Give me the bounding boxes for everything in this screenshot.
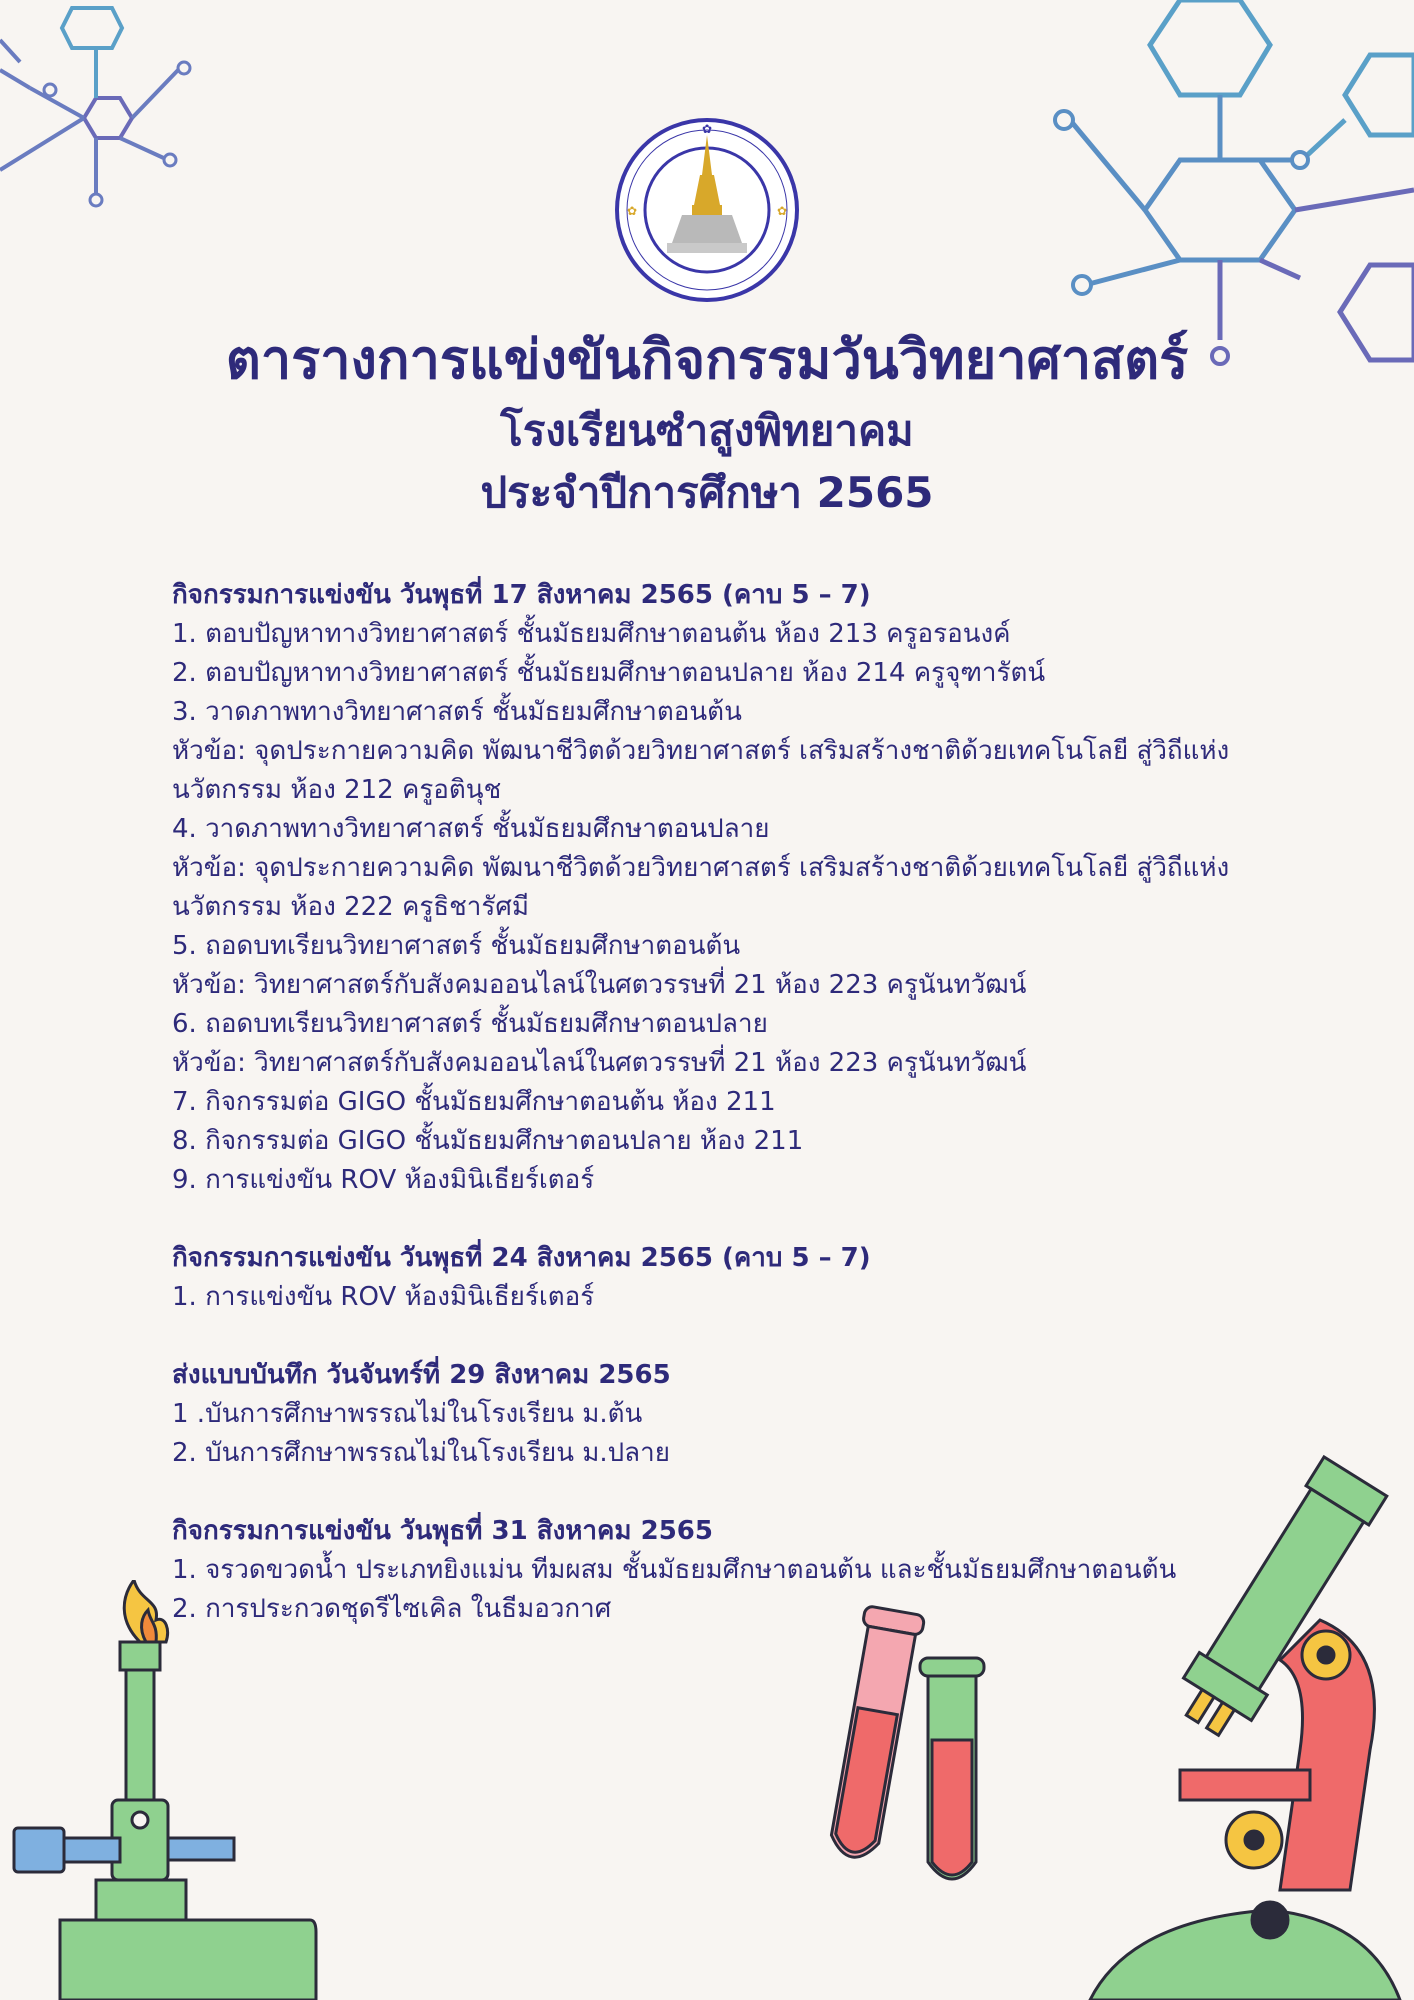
list-item: หัวข้อ: วิทยาศาสตร์กับสังคมออนไลน์ในศตวรรษที่ 21 ห้อง 223 ครูนันทวัฒน์ xyxy=(172,1048,1027,1078)
svg-text:✿: ✿ xyxy=(626,204,638,218)
list-item: 5. ถอดบทเรียนวิทยาศาสตร์ ชั้นมัธยมศึกษาตอนต้น xyxy=(172,931,741,961)
list-item: 2. ตอบปัญหาทางวิทยาศาสตร์ ชั้นมัธยมศึกษาตอนปลาย ห้อง 214 ครูจุฑารัตน์ xyxy=(172,658,1046,688)
microscope-icon xyxy=(1070,1450,1414,2000)
list-item: 3. วาดภาพทางวิทยาศาสตร์ ชั้นมัธยมศึกษาตอนต้น xyxy=(172,697,742,727)
list-item: 1. ตอบปัญหาทางวิทยาศาสตร์ ชั้นมัธยมศึกษาตอนต้น ห้อง 213 ครูอรอนงค์ xyxy=(172,619,1011,649)
list-item: หัวข้อ: จุดประกายความคิด พัฒนาชีวิตด้วยวิทยาศาสตร์ เสริมสร้างชาติด้วยเทคโนโลยี สู่วิถีแห่งนวัตกรรม ห้อง 222 ครูธิชารัศมี xyxy=(172,853,1230,922)
list-item: หัวข้อ: จุดประกายความคิด พัฒนาชีวิตด้วยวิทยาศาสตร์ เสริมสร้างชาติด้วยเทคโนโลยี สู่วิถีแห่งนวัตกรรม ห้อง 212 ครูอตินุช xyxy=(172,736,1230,805)
title-block xyxy=(0,320,1414,524)
list-item: 8. กิจกรรมต่อ GIGO ชั้นมัธยมศึกษาตอนปลาย ห้อง 211 xyxy=(172,1126,804,1156)
section-heading xyxy=(172,1356,1282,1395)
school-logo xyxy=(612,115,802,305)
academic-year: ประจำปีการศึกษา 2565 xyxy=(480,468,934,517)
list-item: 1. จรวดขวดน้ำ ประเภทยิงแม่น ทีมผสม ชั้นมัธยมศึกษาตอนต้น และชั้นมัธยมศึกษาตอนต้น xyxy=(172,1555,1177,1585)
list-item: 6. ถอดบทเรียนวิทยาศาสตร์ ชั้นมัธยมศึกษาตอนปลาย xyxy=(172,1009,768,1039)
test-tubes-icon xyxy=(810,1600,1000,1900)
section-heading-date: ส่งแบบบันทึก วันจันทร์ที่ 29 สิงหาคม 2565 xyxy=(172,1360,671,1390)
section-heading-period: (คาบ 5 – 7) xyxy=(712,580,871,610)
section-heading-date: กิจกรรมการแข่งขัน วันพุธที่ 31 สิงหาคม 2565 xyxy=(172,1516,713,1546)
section-heading xyxy=(172,576,1282,615)
list-item: 1 .บันการศึกษาพรรณไม่ในโรงเรียน ม.ต้น xyxy=(172,1399,643,1429)
svg-text:✿: ✿ xyxy=(701,122,713,136)
section-heading-date: กิจกรรมการแข่งขัน วันพุธที่ 17 สิงหาคม 2565 xyxy=(172,580,713,610)
schedule-section xyxy=(172,576,1282,1200)
list-item: 4. วาดภาพทางวิทยาศาสตร์ ชั้นมัธยมศึกษาตอนปลาย xyxy=(172,814,770,844)
section-heading-period: (คาบ 5 – 7) xyxy=(712,1243,871,1273)
list-item: 1. การแข่งขัน ROV ห้องมินิเธียร์เตอร์ xyxy=(172,1282,595,1312)
page-title: ตารางการแข่งขันกิจกรรมวันวิทยาศาสตร์ xyxy=(225,328,1189,391)
list-item: 9. การแข่งขัน ROV ห้องมินิเธียร์เตอร์ xyxy=(172,1165,595,1195)
list-item: หัวข้อ: วิทยาศาสตร์กับสังคมออนไลน์ในศตวรรษที่ 21 ห้อง 223 ครูนันทวัฒน์ xyxy=(172,970,1027,1000)
schedule-section xyxy=(172,1239,1282,1317)
section-heading-date: กิจกรรมการแข่งขัน วันพุธที่ 24 สิงหาคม 2565 xyxy=(172,1243,713,1273)
molecule-top-left-icon xyxy=(0,0,200,210)
list-item: 2. บันการศึกษาพรรณไม่ในโรงเรียน ม.ปลาย xyxy=(172,1438,670,1468)
list-item: 7. กิจกรรมต่อ GIGO ชั้นมัธยมศึกษาตอนต้น ห้อง 211 xyxy=(172,1087,776,1117)
list-item: 2. การประกวดชุดรีไซเคิล ในธีมอวกาศ xyxy=(172,1594,612,1624)
bunsen-burner-icon xyxy=(0,1580,330,2000)
svg-text:✿: ✿ xyxy=(776,204,788,218)
school-name: โรงเรียนซำสูงพิทยาคม xyxy=(500,406,914,455)
section-heading xyxy=(172,1239,1282,1278)
